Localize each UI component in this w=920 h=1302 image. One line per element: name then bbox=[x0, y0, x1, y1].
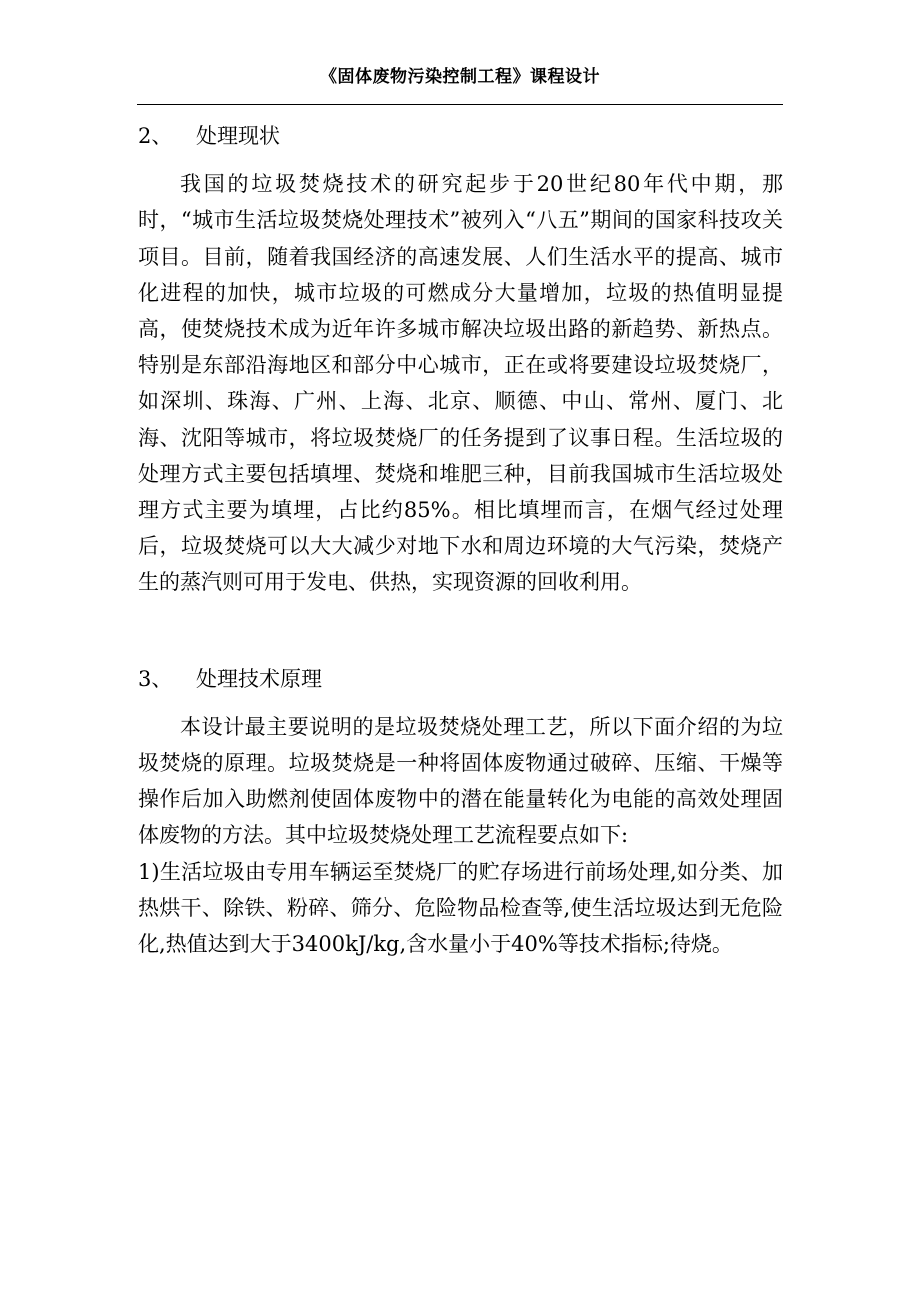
body-paragraph: 我国的垃圾焚烧技术的研究起步于20世纪80年代中期，那时，“城市生活垃圾焚烧处理技术”被列入“八五”期间的国家科技攻关项目。目前，随着我国经济的高速发展、人们生活水平的提高、城市化进程的加快，城市垃圾的可燃成分大量增加，垃圾的热值明显提高，使焚烧技术成为近年许多城市解决垃圾出路的新趋势、新热点。特别是东部沿海地区和部分中心城市，正在或将要建设垃圾焚烧厂，如深圳、珠海、广州、上海、北京、顺德、中山、常州、厦门、北海、沈阳等城市，将垃圾焚烧厂的任务提到了议事日程。生活垃圾的处理方式主要包括填埋、焚烧和堆肥三种，目前我国城市生活垃圾处理方式主要为填埋，占比约85%。相比填埋而言，在烟气经过处理后，垃圾焚烧可以大大减少对地下水和周边环境的大气污染，焚烧产生的蒸汽则可用于发电、供热，实现资源的回收利用。 bbox=[138, 172, 783, 595]
section-title: 处理技术原理 bbox=[196, 666, 322, 691]
section-number: 2、 bbox=[138, 124, 173, 148]
page-header-title: 《固体废物污染控制工程》课程设计 bbox=[320, 67, 600, 87]
body-paragraph: 本设计最主要说明的是垃圾焚烧处理工艺，所以下面介绍的为垃圾焚烧的原理。垃圾焚烧是一种将固体废物通过破碎、压缩、干燥等操作后加入助燃剂使固体废物中的潜在能量转化为电能的高效处理固体废物的方法。其中垃圾焚烧处理工艺流程要点如下: bbox=[138, 714, 783, 848]
section-title: 处理现状 bbox=[196, 124, 280, 148]
process-step: 1)生活垃圾由专用车辆运至焚烧厂的贮存场进行前场处理,如分类、加热烘干、除铁、粉碎、筛分、危险物品检查等,使生活垃圾达到无危险化,热值达到大于3400kJ/kg,含水量小于40%等技术指标;待烧。 bbox=[138, 859, 783, 957]
header-divider bbox=[137, 104, 783, 105]
section-heading bbox=[138, 118, 783, 154]
section-number: 3、 bbox=[138, 666, 173, 691]
document-body bbox=[138, 118, 783, 962]
section-heading bbox=[138, 661, 783, 697]
